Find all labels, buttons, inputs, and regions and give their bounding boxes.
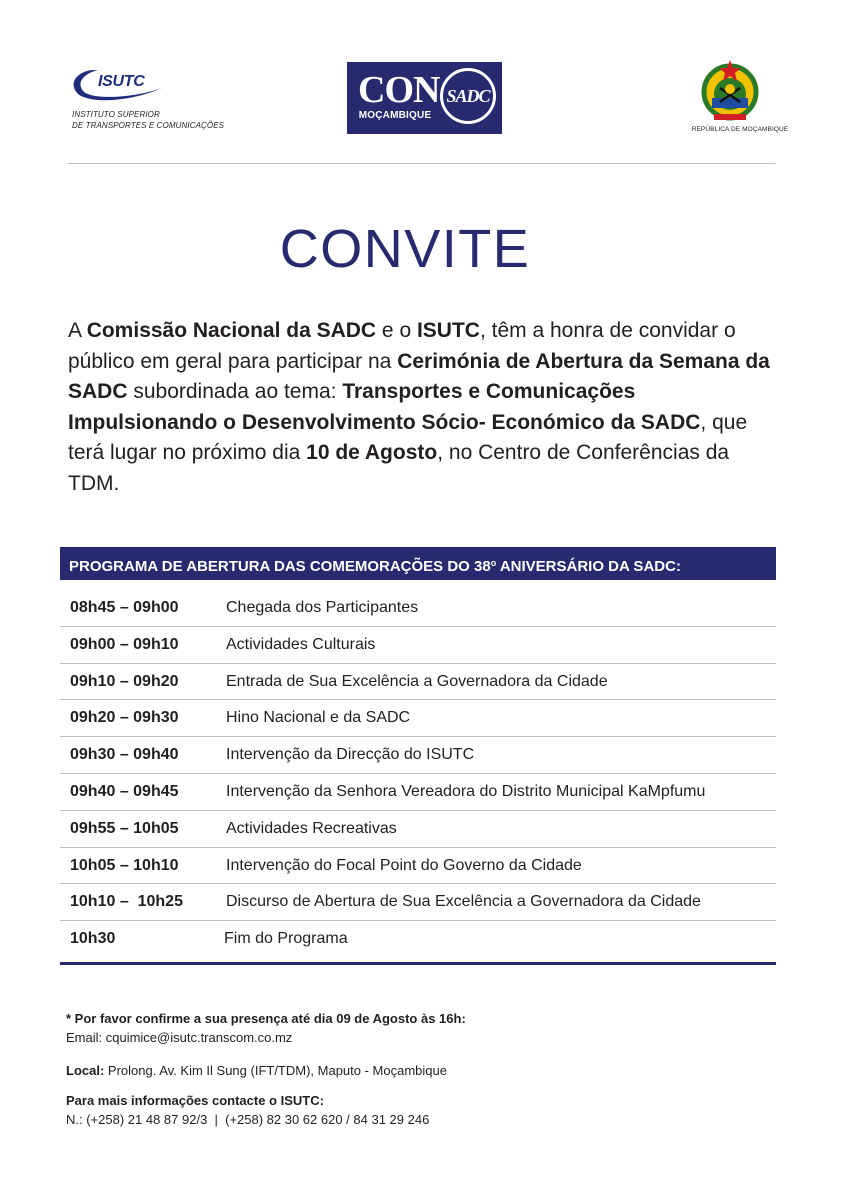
con-sadc-logo [347, 62, 502, 134]
intro-text-6: , no Centro de Conferências da TDM. [68, 441, 730, 495]
schedule-event: Fim do Programa [224, 930, 348, 948]
program-heading-ordinal: o [490, 558, 497, 568]
venue-label: Local: [66, 1063, 105, 1078]
program-heading-post: ANIVERSÁRIO DA SADC: [496, 558, 681, 575]
sadc-circle-icon [440, 68, 496, 124]
venue-note [66, 1061, 447, 1080]
republic-emblem [691, 58, 789, 138]
rsvp-note [66, 1009, 466, 1047]
emblem-caption: REPÚBLICA DE MOÇAMBIQUE [691, 126, 789, 133]
rsvp-heading: * Por favor confirme a sua presença até dia 09 de Agosto às 16h: [66, 1011, 466, 1026]
intro-bold-theme: Transportes e Comunicações Impulsionando o Desenvolvimento Sócio- Económico da SADC [68, 380, 701, 434]
intro-bold-isutc: ISUTC [416, 319, 480, 342]
schedule-event: Intervenção da Direcção do ISUTC [226, 746, 475, 764]
schedule-time: 10h10 – 10h25 [70, 893, 183, 911]
schedule-row [60, 811, 776, 848]
schedule-event: Actividades Recreativas [226, 819, 397, 837]
program-heading [60, 547, 776, 580]
schedule-event: Hino Nacional e da SADC [226, 709, 411, 727]
coat-of-arms-icon [698, 58, 762, 124]
intro-text-1: A [68, 319, 87, 342]
intro-bold-commission: Comissão Nacional da SADC [86, 319, 377, 342]
schedule-row [60, 774, 776, 811]
intro-bold-ceremony: Cerimónia de Abertura da Semana da SADC [68, 349, 770, 403]
isutc-logo [68, 62, 228, 136]
schedule-event: Intervenção da Senhora Vereadora do Distrito Municipal KaMpfumu [226, 782, 706, 800]
schedule-time: 09h00 – 09h10 [70, 635, 179, 653]
schedule-time: 10h05 – 10h10 [70, 856, 179, 874]
con-sadc-logo-con: CON [358, 69, 440, 111]
contact-note [66, 1091, 429, 1129]
schedule-bottom-rule [60, 962, 776, 965]
page-title: CONVITE [279, 219, 531, 279]
isutc-brand: ISUTC [98, 73, 145, 90]
intro-bold-date: 10 de Agosto [306, 441, 438, 464]
contact-heading: Para mais informações contacte o ISUTC: [66, 1093, 324, 1108]
schedule-row [60, 664, 776, 701]
schedule-row [60, 921, 776, 958]
schedule-time: 08h45 – 09h00 [70, 599, 179, 616]
schedule-event: Intervenção do Focal Point do Governo da Cidade [226, 856, 582, 874]
schedule-event: Discurso de Abertura de Sua Excelência a Governadora da Cidade [226, 893, 701, 911]
contact-phones: N.: (+258) 21 48 87 92/3 | (+258) 82 30 62 620 / 84 31 29 246 [66, 1112, 430, 1127]
isutc-subtitle-line1: INSTITUTO SUPERIOR [72, 110, 160, 119]
schedule-row [60, 700, 776, 737]
schedule-row [60, 590, 776, 627]
program-heading-pre: PROGRAMA DE ABERTURA DAS COMEMORAÇÕES DO 38 [69, 558, 491, 575]
schedule-event: Entrada de Sua Excelência a Governadora da Cidade [226, 672, 608, 690]
header-divider [68, 163, 775, 164]
schedule-row [60, 848, 776, 885]
schedule-time: 09h20 – 09h30 [70, 709, 179, 727]
venue-address: Prolong. Av. Kim Il Sung (IFT/TDM), Maputo - Moçambique [104, 1063, 447, 1078]
schedule-row [60, 627, 776, 664]
schedule-row [60, 737, 776, 774]
con-sadc-logo-country: MOÇAMBIQUE [358, 110, 432, 121]
schedule-time: 10h30 [70, 930, 116, 948]
schedule-event: Chegada dos Participantes [226, 599, 419, 616]
sadc-circle-label: SADC [446, 85, 490, 106]
program-schedule [60, 590, 776, 958]
schedule-time: 09h55 – 10h05 [70, 819, 179, 837]
intro-text-2: e o [376, 319, 417, 342]
intro-text-5: , que terá lugar no próximo dia [68, 410, 748, 464]
isutc-subtitle-line2: DE TRANSPORTES E COMUNICAÇÕES [72, 121, 225, 130]
schedule-row [60, 884, 776, 921]
intro-text-3: , têm a honra de convidar o público em geral para participar na [68, 319, 736, 373]
schedule-time: 09h40 – 09h45 [70, 782, 179, 800]
schedule-time: 09h10 – 09h20 [70, 672, 179, 690]
schedule-time: 09h30 – 09h40 [70, 746, 179, 764]
rsvp-email: Email: cquimice@isutc.transcom.co.mz [66, 1030, 293, 1045]
intro-paragraph [68, 316, 778, 499]
intro-text-4: subordinada ao tema: [127, 380, 343, 403]
schedule-event: Actividades Culturais [226, 635, 376, 653]
